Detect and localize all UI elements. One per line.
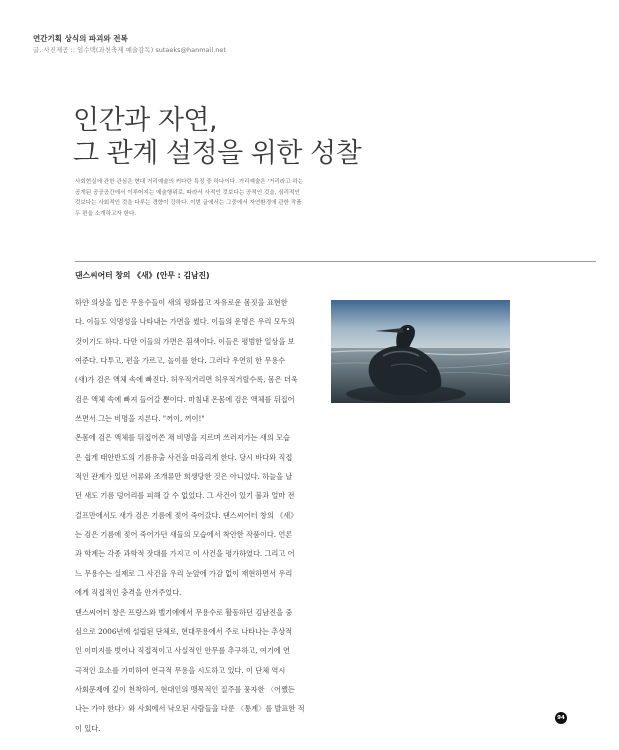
body-line: 심으로 2006년에 설립된 단체로, 현대무용에서 주로 나타나는 추상적 (75, 626, 293, 636)
section-divider (75, 261, 596, 262)
article-title (73, 104, 361, 170)
body-line: (새)가 검은 액체 속에 빠진다. 허우적거리면 허우적거릴수록, 몸은 더욱 (75, 375, 298, 385)
author-credit: 글, 사진제공 :: 임수택(과천축제 예술감독) sutaeks@hanmail.net (33, 46, 226, 54)
body-line: 나는 가야 한다〉와 사회에서 낙오된 사람들을 다룬 〈통계〉를 발표한 적 (75, 704, 305, 714)
bird-illustration (331, 300, 510, 403)
lead-line: 것보다는 사회적인 것을 다루는 경향이 강하다. 이번 글에서는 그중에서 자연환경에 관한 작품 (75, 200, 302, 206)
page-number: 94 (555, 712, 567, 724)
lead-line: 사회현실에 관한 관심은 현대 거리예술의 커다란 특징 중 하나이다. 거리예술은 '거리라고 하는 (75, 179, 304, 185)
body-line: 검은 액체 속에 빠져 들어갈 뿐이다. 마침내 온몸에 검은 액체를 뒤집어 (75, 394, 295, 404)
body-line: 이 있다. (75, 723, 101, 733)
body-line: 은 쉽게 태안반도의 기름유출 사건을 떠올리게 한다. 당시 바다와 직접 (75, 452, 293, 462)
body-line: 다. 이들도 익명성을 나타내는 가면을 썼다. 이들의 운명은 우리 모두의 (75, 317, 295, 327)
body-line: 여준다. 다투고, 편을 가르고, 놀이를 한다. 그러다 우연히 한 무용수 (75, 356, 286, 366)
body-line: 하얀 의상을 입은 무용수들이 새의 평화롭고 자유로운 몸짓을 표현한 (75, 298, 288, 307)
body-text (75, 293, 320, 738)
body-line: 것이기도 하다. 다만 이들의 가면은 흰색이다. 이들은 평범한 일상을 보 (75, 336, 295, 346)
body-line: 걸프만에서도 새가 검은 기름에 젖어 죽어갔다. 댄스씨어터 창의 《새》 (75, 510, 298, 520)
body-line: 에게 직접적인 충격을 안겨주었다. (75, 588, 182, 598)
body-line: 사회문제에 깊이 천착하여, 현대인의 맹목적인 질주를 풍자한 〈어쨌든 (75, 684, 295, 694)
body-line: 던 새도 기름 덩어리를 피해 갈 수 없었다. 그 사건이 있기 불과 얼마 전 (75, 491, 295, 501)
lead-line: 두 편을 소개하고자 한다. (75, 210, 137, 217)
body-line: 느 무용수는 실제로 그 사건을 우리 눈앞에 가감 없이 재현하면서 우리 (75, 568, 293, 578)
body-line: 극적인 요소를 가미하여 연극적 무용을 시도하고 있다. 이 단체 역시 (75, 665, 286, 675)
body-line: 과 학계는 각종 과학적 잣대를 가지고 이 사건을 평가하였다. 그리고 어 (75, 549, 295, 559)
body-line: 쓰면서 그는 비명을 지른다. "꺼이, 꺼이!" (75, 414, 205, 424)
lead-paragraph (75, 177, 318, 219)
lead-line: 공개된 공공공간에서 이루어지는 예술행위로, 따라서 사적인 것보다는 공적인 것을, 심리적인 (75, 189, 300, 196)
body-line: 적인 관계가 있던 어류와 조개류만 희생당한 것은 아니었다. 하늘을 날 (75, 472, 293, 482)
body-line: 온몸에 검은 액체를 뒤집어쓴 채 비명을 지르며 쓰러져가는 새의 모습 (75, 433, 290, 443)
title-line: 그 관계 설정을 위한 성찰 (73, 138, 362, 169)
body-line: 는 검은 기름에 젖어 죽어가던 새들의 모습에서 착안한 작품이다. 언론 (75, 530, 293, 540)
body-line: 댄스씨어터 창은 프랑스와 벨기에에서 무용수로 활동하던 김남진을 중 (75, 607, 293, 617)
series-title: 연간기획 상식의 파괴와 전복 (33, 34, 128, 43)
oil-covered-bird-photo (331, 300, 510, 403)
body-line: 인 이미지를 벗어나 직접적이고 사실적인 안무를 추구하고, 여기에 연 (75, 646, 290, 656)
title-line: 인간과 자연, (73, 105, 218, 136)
section-heading: 댄스씨어터 창의 《새》(안무 : 김남진) (75, 271, 210, 280)
